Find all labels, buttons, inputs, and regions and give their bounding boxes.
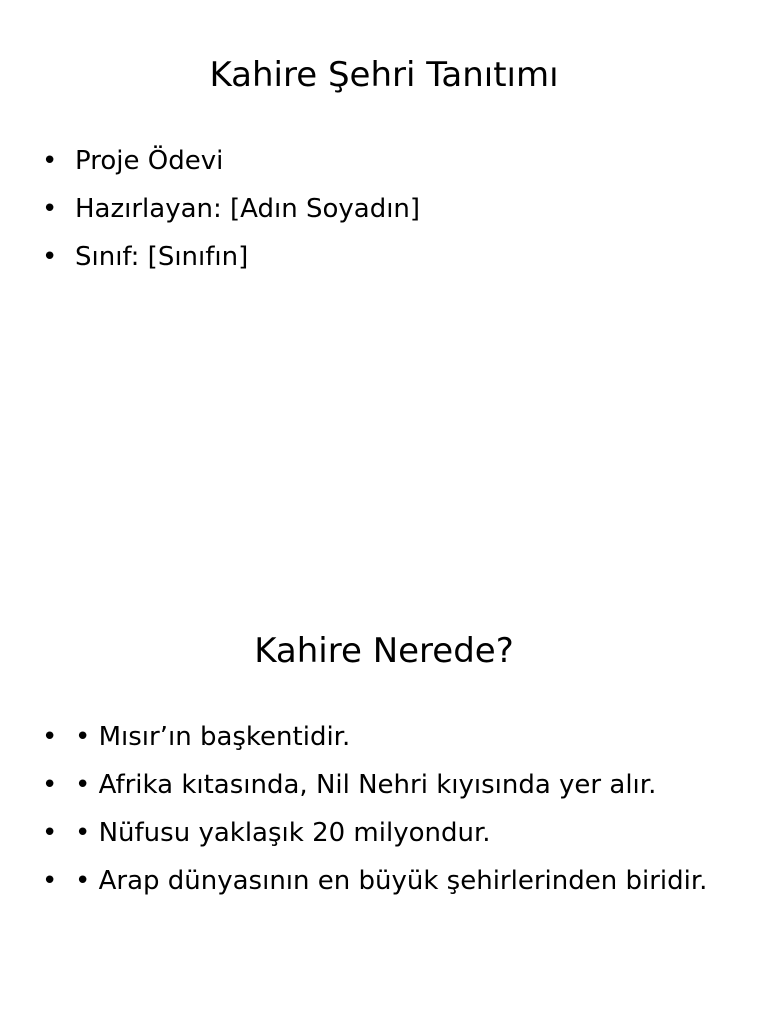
bullet-text: • Afrika kıtasında, Nil Nehri kıyısında yer alır. xyxy=(75,770,657,800)
slide-2 xyxy=(0,576,768,1024)
bullet-list xyxy=(42,142,722,286)
list-item xyxy=(42,238,722,276)
list-item xyxy=(42,718,722,756)
bullet-icon: • xyxy=(42,146,58,176)
bullet-text: Proje Ödevi xyxy=(75,146,224,176)
bullet-text: • Nüfusu yaklaşık 20 milyondur. xyxy=(75,818,491,848)
bullet-icon: • xyxy=(42,242,58,272)
bullet-icon: • xyxy=(42,194,58,224)
bullet-list xyxy=(42,718,722,910)
list-item xyxy=(42,814,722,852)
bullet-icon: • xyxy=(42,770,58,800)
bullet-icon: • xyxy=(42,818,58,848)
bullet-icon: • xyxy=(42,722,58,752)
bullet-text: • Arap dünyasının en büyük şehirlerinden biridir. xyxy=(75,866,708,896)
list-item xyxy=(42,766,722,804)
slide-title: Kahire Şehri Tanıtımı xyxy=(209,55,559,95)
list-item xyxy=(42,190,722,228)
bullet-text: Hazırlayan: [Adın Soyadın] xyxy=(75,194,421,224)
list-item xyxy=(42,862,722,900)
slide-title: Kahire Nerede? xyxy=(254,631,514,671)
bullet-icon: • xyxy=(42,866,58,896)
bullet-text: • Mısır’ın başkentidir. xyxy=(75,722,351,752)
list-item xyxy=(42,142,722,180)
bullet-text: Sınıf: [Sınıfın] xyxy=(75,242,249,272)
